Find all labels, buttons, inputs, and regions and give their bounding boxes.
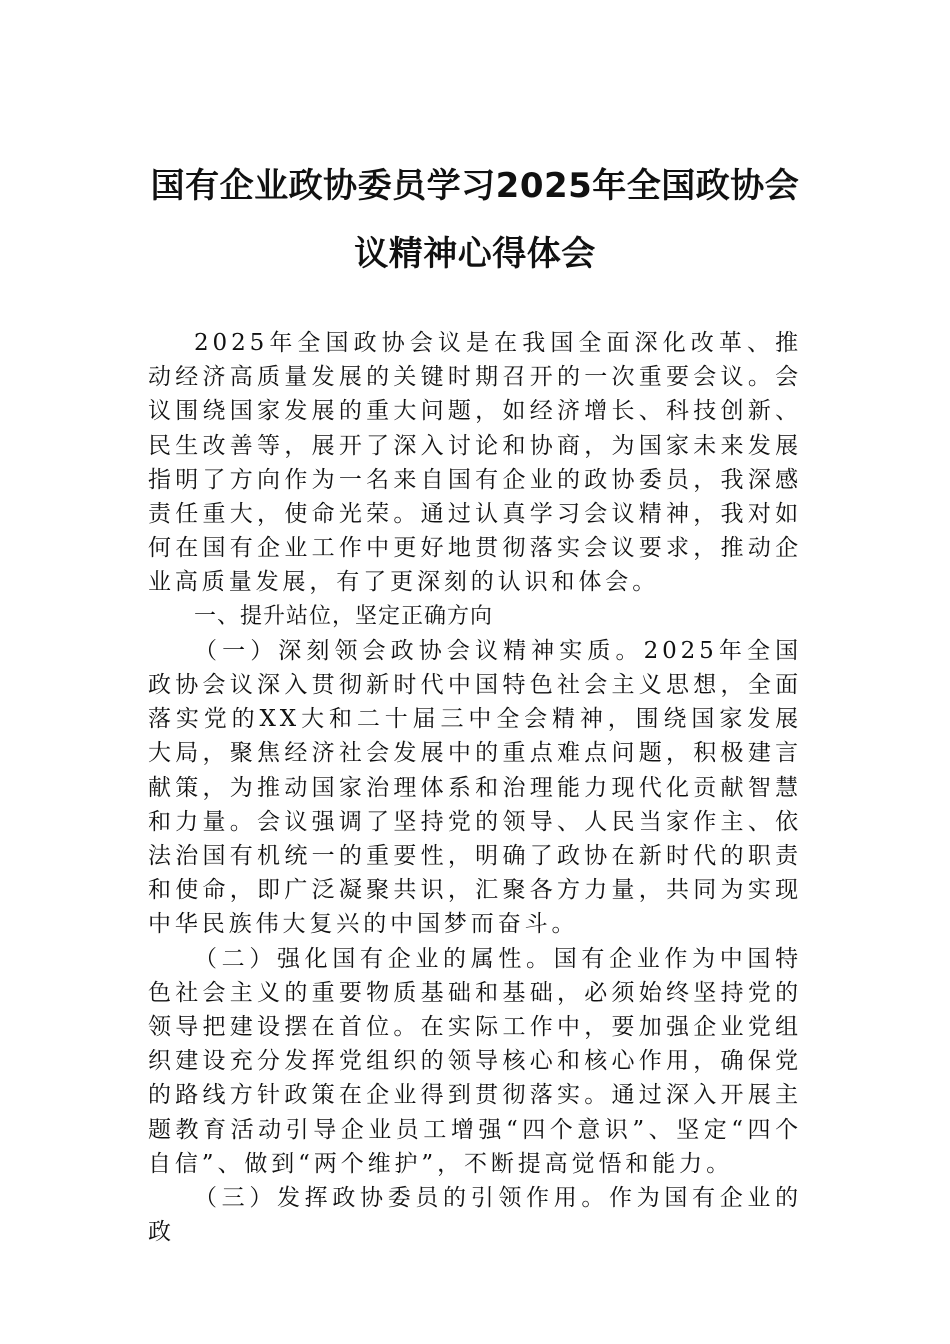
document-title-line-2: 议精神心得体会 <box>354 234 596 274</box>
paragraph-1: （一）深刻领会政协会议精神实质。2025年全国政协会议深入贯彻新时代中国特色社会主义思想，全面落实党的XX大和二十届三中全会精神，围绕国家发展大局，聚焦经济社会发展中的重点难点问题，积极建言献策，为推动国家治理体系和治理能力现代化贡献智慧和力量。会议强调了坚持党的领导、人民当家作主、依法治国有机统一的重要性，明确了政协在新时代的职责和使命，即广泛凝聚共识，汇聚各方力量，共同为实现中华民族伟大复兴的中国梦而奋斗。 <box>148 637 802 938</box>
paragraph-2: （二）强化国有企业的属性。国有企业作为中国特色社会主义的重要物质基础和基础，必须始终坚持党的领导把建设摆在首位。在实际工作中，要加强企业党组织建设充分发挥党组织的领导核心和核心作用，确保党的路线方针政策在企业得到贯彻落实。通过深入开展主题教育活动引导企业员工增强“四个意识”、坚定“四个自信”、做到“两个维护”，不断提高觉悟和能力。 <box>148 945 802 1177</box>
paragraph-3: （三）发挥政协委员的引领作用。作为国有企业的政 <box>148 1185 802 1246</box>
section-1-heading: 一、提升站位，坚定正确方向 <box>194 603 494 629</box>
document-title-line-1: 国有企业政协委员学习2025年全国政协会 <box>150 166 800 206</box>
document-body <box>148 326 802 1249</box>
intro-paragraph: 2025年全国政协会议是在我国全面深化改革、推动经济高质量发展的关键时期召开的一次重要会议。会议围绕国家发展的重大问题，如经济增长、科技创新、民生改善等，展开了深入讨论和协商，为国家未来发展指明了方向作为一名来自国有企业的政协委员，我深感责任重大，使命光荣。通过认真学习会议精神，我对如何在国有企业工作中更好地贯彻落实会议要求，推动企业高质量发展，有了更深刻的认识和体会。 <box>148 330 802 596</box>
